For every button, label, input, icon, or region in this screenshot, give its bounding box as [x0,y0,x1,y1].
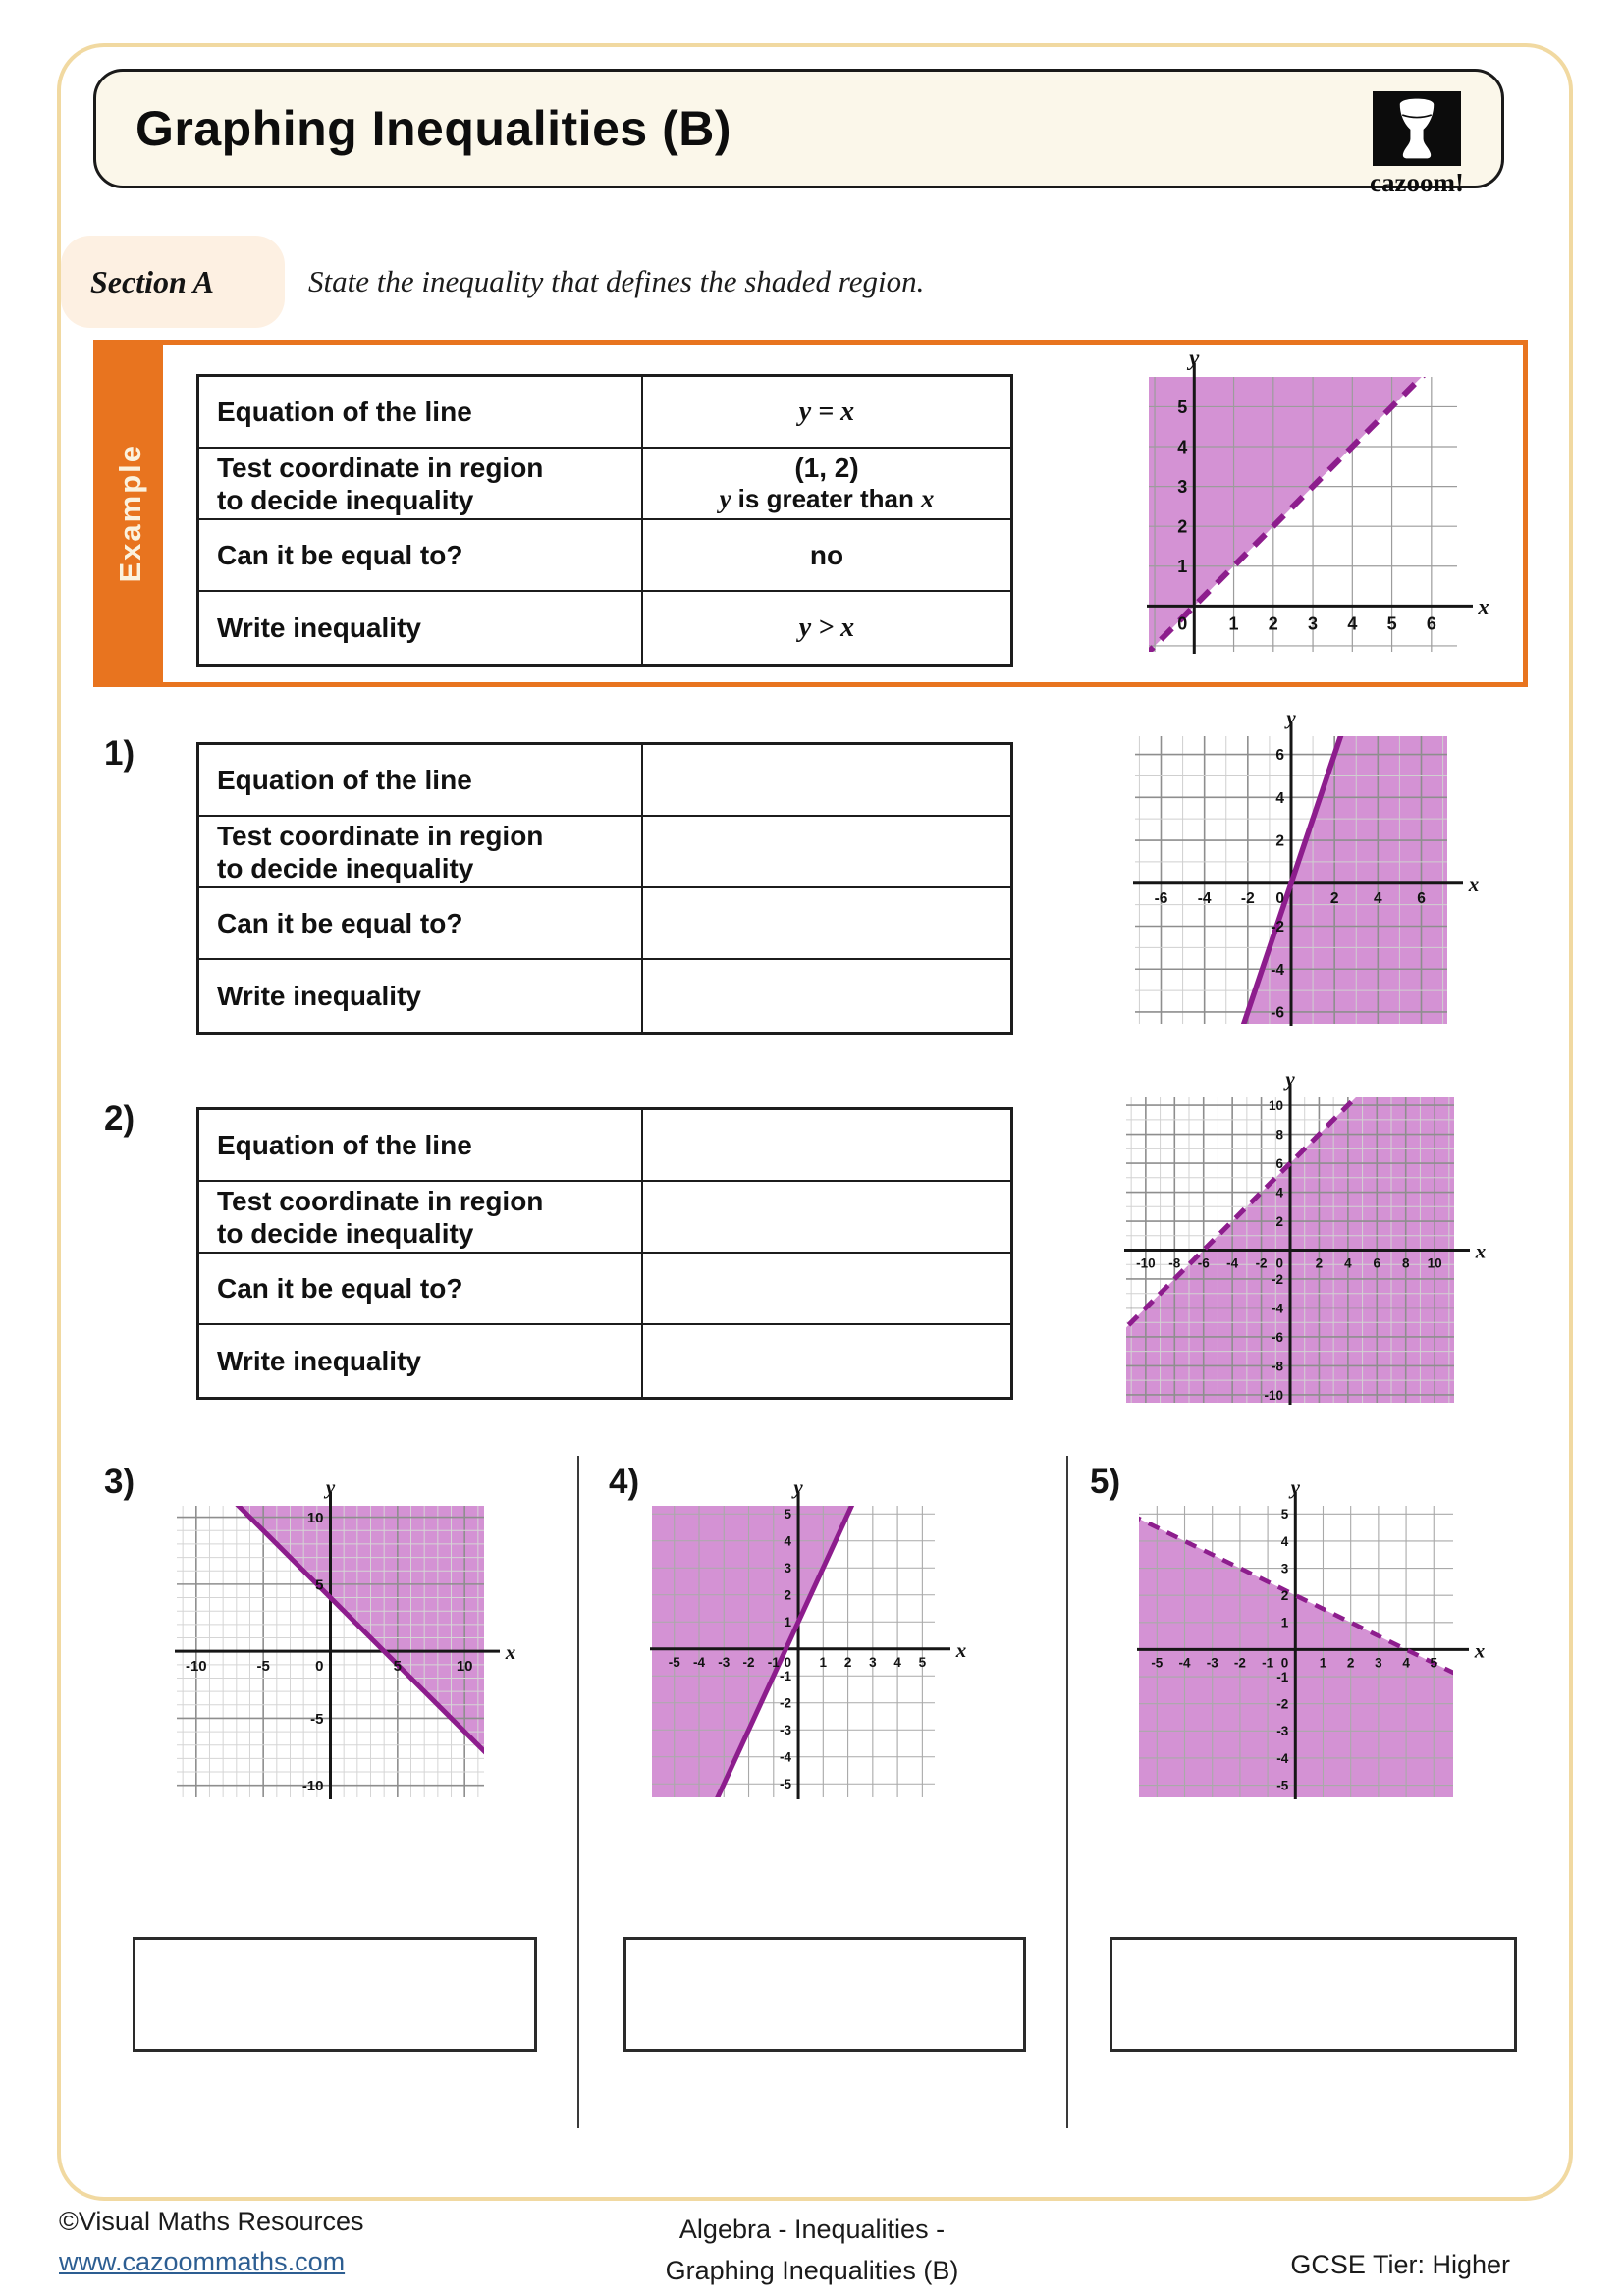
graph-question-5 [1127,1475,1489,1817]
svg-text:y: y [1285,1067,1295,1091]
label-test-coordinate: Test coordinate in region to decide inequality [199,1182,641,1254]
q1-can-equal-answer-cell[interactable] [641,888,1010,960]
question-2-number: 2) [104,1099,135,1138]
example-test-coordinate-value: (1, 2) y is greater than x [641,449,1010,520]
svg-text:4: 4 [1275,1185,1283,1201]
q4-answer-box[interactable] [623,1937,1026,2052]
example-equation-value: y = x [641,377,1010,449]
svg-text:-8: -8 [1271,1359,1283,1374]
label-test-coordinate: Test coordinate in region to decide inequality [199,449,641,520]
svg-text:-10: -10 [185,1658,207,1676]
svg-text:-1: -1 [767,1654,780,1670]
svg-text:-8: -8 [1168,1255,1181,1271]
svg-text:4: 4 [1374,889,1382,907]
question-5-number: 5) [1090,1463,1121,1501]
svg-text:-5: -5 [310,1710,324,1728]
question-3-number: 3) [104,1463,135,1501]
example-table [196,374,1013,667]
svg-text:-2: -2 [742,1654,755,1670]
svg-text:-4: -4 [1276,1750,1289,1766]
q3-answer-box[interactable] [133,1937,537,2052]
graph-question-1 [1119,706,1508,1042]
svg-text:1: 1 [784,1615,792,1630]
svg-text:5: 5 [918,1654,927,1670]
label-write-inequality: Write inequality [217,613,421,643]
question-1-table [196,742,1013,1035]
svg-text:y: y [325,1475,336,1499]
svg-text:0: 0 [784,1654,792,1670]
svg-text:y: y [1290,1475,1300,1499]
svg-text:x: x [1474,1638,1486,1663]
svg-text:x: x [1468,872,1480,896]
svg-text:1: 1 [1319,1655,1327,1671]
svg-text:-4: -4 [1226,1255,1239,1271]
svg-text:5: 5 [1280,1507,1289,1522]
svg-text:3: 3 [1177,477,1188,498]
topic-line-1: Algebra - Inequalities - [678,2215,946,2244]
header [93,69,1504,197]
q1-inequality-answer-cell[interactable] [641,960,1010,1032]
svg-text:4: 4 [784,1533,792,1549]
label-can-equal: Can it be equal to? [199,1254,641,1325]
label-equation-of-line: Equation of the line [199,745,641,817]
svg-text:3: 3 [1375,1655,1382,1671]
svg-text:0: 0 [315,1658,324,1676]
svg-text:-10: -10 [1136,1255,1156,1271]
svg-text:0: 0 [1275,1255,1283,1271]
q1-test-coordinate-answer-cell[interactable] [641,817,1010,888]
label-write-inequality: Write inequality [217,981,421,1011]
svg-text:1: 1 [1177,557,1188,577]
svg-text:2: 2 [1280,1588,1289,1604]
svg-text:y: y [793,1475,803,1499]
svg-text:-3: -3 [780,1723,792,1738]
svg-text:3: 3 [1308,614,1319,634]
example-sidebar-label: Example [113,444,147,583]
svg-text:-1: -1 [780,1669,792,1684]
website-link[interactable]: www.cazoommaths.com [59,2247,346,2276]
svg-text:5: 5 [315,1576,324,1594]
q2-can-equal-answer-cell[interactable] [641,1254,1010,1325]
svg-text:-6: -6 [1271,1004,1284,1022]
svg-text:-2: -2 [1271,1271,1283,1287]
svg-text:-2: -2 [1255,1255,1268,1271]
svg-text:10: 10 [306,1510,324,1527]
svg-text:3: 3 [1280,1561,1289,1576]
label-equation-of-line: Equation of the line [199,377,641,449]
section-a-text: Section A [90,263,214,299]
svg-text:10: 10 [1268,1097,1283,1113]
section-a-label [61,236,285,328]
svg-text:-5: -5 [256,1658,270,1676]
svg-text:8: 8 [1275,1127,1283,1143]
svg-text:-2: -2 [1240,889,1255,907]
column-divider-1 [577,1456,579,2128]
question-2-table [196,1107,1013,1400]
svg-text:-4: -4 [780,1749,792,1765]
svg-text:5: 5 [393,1658,403,1676]
svg-text:x: x [1475,1239,1487,1263]
q5-answer-box[interactable] [1110,1937,1517,2052]
svg-text:-1: -1 [1262,1655,1274,1671]
label-test-coordinate: Test coordinate in region to decide inequality [199,817,641,888]
svg-text:-2: -2 [1276,1696,1289,1712]
cazoom-logo [1358,85,1476,198]
svg-text:6: 6 [1373,1255,1381,1271]
svg-text:2: 2 [1346,1655,1355,1671]
svg-text:2: 2 [843,1654,852,1670]
svg-text:-5: -5 [780,1777,792,1792]
svg-text:10: 10 [1427,1255,1442,1271]
logo-text: cazoom! [1370,168,1464,197]
svg-text:-6: -6 [1154,889,1168,907]
svg-text:-1: -1 [1276,1669,1289,1684]
svg-text:4: 4 [1177,437,1188,457]
svg-text:-5: -5 [1276,1778,1289,1793]
question-4-number: 4) [609,1463,640,1501]
svg-text:-2: -2 [1233,1655,1246,1671]
example-sidebar [98,345,163,682]
topic-line-2: Graphing Inequalities (B) [665,2256,959,2285]
svg-text:-5: -5 [1151,1655,1164,1671]
svg-text:3: 3 [869,1654,877,1670]
svg-text:-6: -6 [1271,1329,1283,1345]
label-can-equal: Can it be equal to? [199,520,641,592]
svg-text:-3: -3 [718,1654,731,1670]
svg-text:4: 4 [1275,789,1284,807]
svg-text:6: 6 [1275,747,1284,765]
svg-text:-5: -5 [668,1654,680,1670]
svg-text:2: 2 [1275,832,1284,850]
q2-test-coordinate-answer-cell[interactable] [641,1182,1010,1254]
svg-text:1: 1 [1280,1615,1289,1630]
svg-text:1: 1 [819,1654,828,1670]
svg-text:x: x [955,1637,967,1662]
svg-text:0: 0 [1280,1655,1289,1671]
svg-text:3: 3 [784,1561,792,1576]
tier-label: GCSE Tier: Higher [1290,2250,1510,2279]
page-title: Graphing Inequalities (B) [135,101,731,156]
svg-text:5: 5 [784,1507,792,1522]
svg-text:-6: -6 [1197,1255,1210,1271]
svg-text:2: 2 [1275,1213,1283,1229]
svg-text:-4: -4 [1271,961,1284,979]
svg-text:-4: -4 [1271,1301,1283,1316]
graph-question-4 [636,1475,982,1817]
svg-text:y: y [1286,706,1296,729]
djembe-drum-icon [1373,91,1461,166]
column-divider-2 [1066,1456,1068,2128]
graph-example [1121,346,1514,671]
svg-text:4: 4 [1344,1255,1352,1271]
svg-text:2: 2 [784,1587,792,1603]
question-1-number: 1) [104,734,135,773]
svg-text:2: 2 [1315,1255,1324,1271]
svg-text:-10: -10 [301,1778,324,1795]
svg-text:0: 0 [1177,614,1188,634]
svg-text:0: 0 [1275,889,1284,907]
svg-text:5: 5 [1386,614,1397,634]
label-equation-of-line: Equation of the line [199,1110,641,1182]
svg-text:2: 2 [1177,516,1188,537]
svg-text:x: x [1478,594,1489,619]
svg-text:6: 6 [1275,1155,1283,1171]
svg-text:6: 6 [1417,889,1426,907]
graph-question-2 [1112,1068,1507,1429]
section-a-instruction: State the inequality that defines the shaded region. [308,264,925,298]
label-write-inequality: Write inequality [217,1346,421,1376]
q2-inequality-answer-cell[interactable] [641,1325,1010,1397]
svg-text:-10: -10 [1264,1387,1283,1403]
svg-text:2: 2 [1329,889,1339,907]
q1-equation-answer-cell[interactable] [641,745,1010,817]
example-can-equal-value: no [641,520,1010,592]
svg-text:4: 4 [1347,614,1358,634]
svg-text:8: 8 [1401,1255,1410,1271]
svg-text:5: 5 [1177,397,1188,417]
svg-text:5: 5 [1430,1655,1438,1671]
svg-text:4: 4 [1402,1655,1410,1671]
copyright-text: ©Visual Maths Resources [59,2207,364,2236]
label-can-equal: Can it be equal to? [199,888,641,960]
svg-text:-4: -4 [692,1654,706,1670]
svg-text:4: 4 [893,1654,901,1670]
svg-text:-2: -2 [780,1695,792,1711]
svg-text:1: 1 [1228,614,1239,634]
svg-text:10: 10 [456,1658,473,1676]
example-inequality-value: y > x [641,592,1010,664]
svg-text:2: 2 [1268,614,1278,634]
svg-text:-4: -4 [1178,1655,1191,1671]
svg-text:6: 6 [1426,614,1436,634]
svg-text:-4: -4 [1197,889,1212,907]
svg-text:-3: -3 [1206,1655,1218,1671]
svg-text:-3: -3 [1276,1724,1289,1739]
svg-text:4: 4 [1280,1533,1289,1549]
svg-text:-2: -2 [1271,919,1284,936]
q2-equation-answer-cell[interactable] [641,1110,1010,1182]
graph-question-3 [160,1475,521,1817]
svg-text:y: y [1189,346,1200,370]
svg-text:x: x [505,1640,516,1665]
